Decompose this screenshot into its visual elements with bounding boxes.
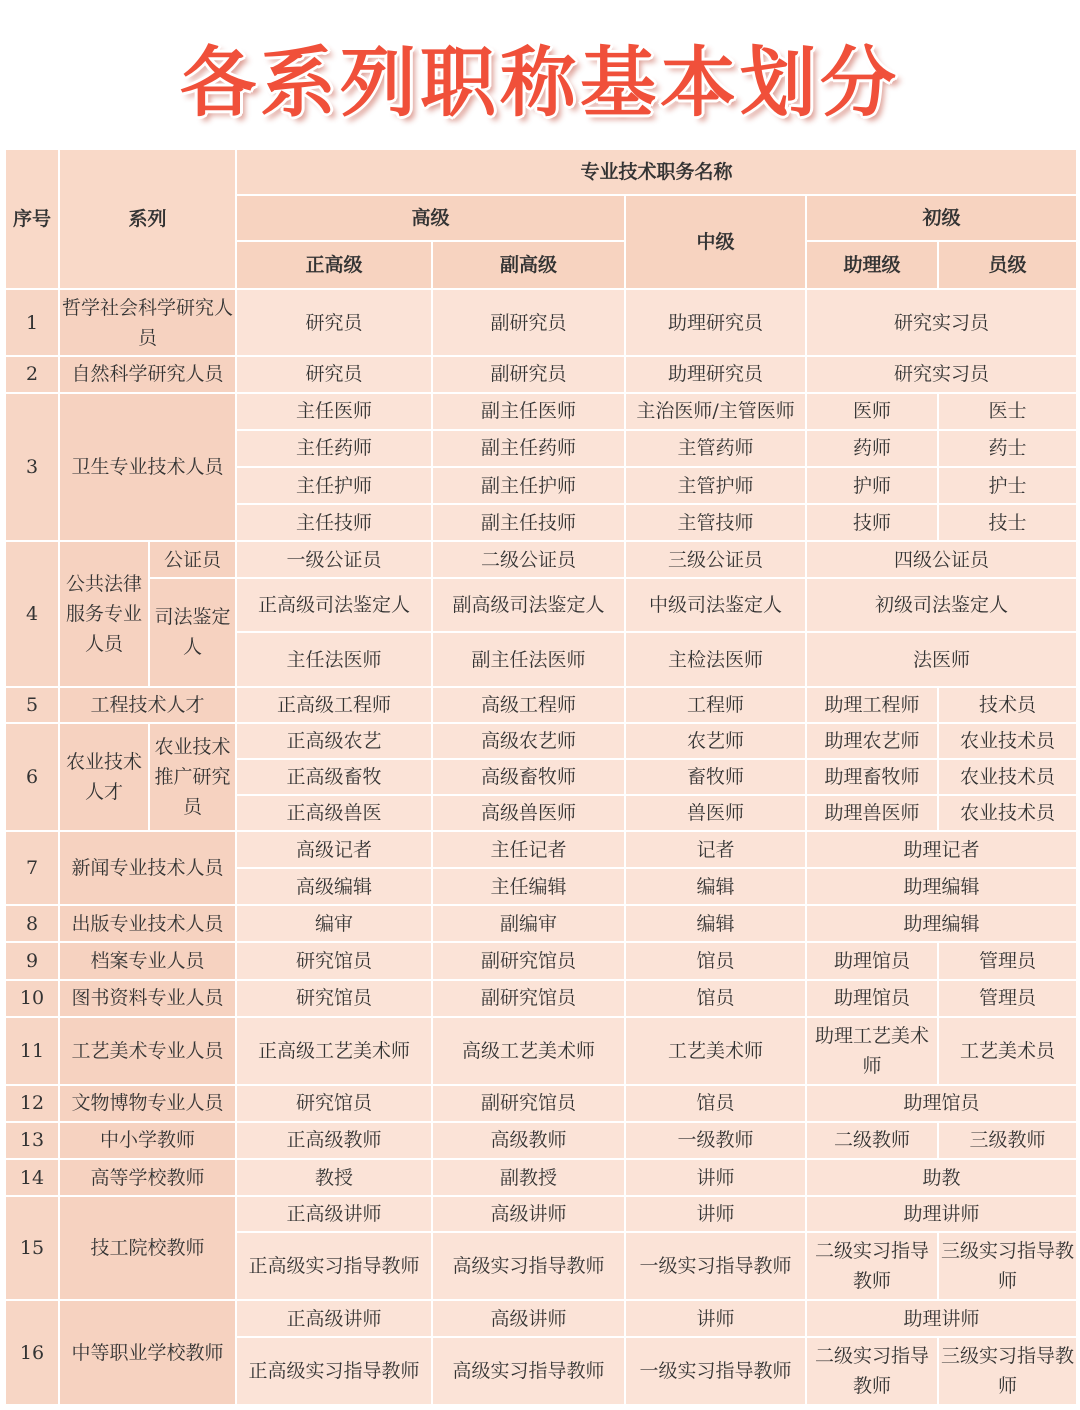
table-cell: 三级公证员 [625,541,806,578]
header-intermediate: 中级 [625,195,806,289]
table-cell: 助理兽医师 [806,795,938,831]
table-cell: 高级实习指导教师 [432,1337,625,1405]
table-cell: 药士 [938,430,1077,467]
series-name: 工程技术人才 [59,687,236,723]
series-name: 图书资料专业人员 [59,980,236,1017]
table-cell: 研究馆员 [236,1085,432,1122]
series-name: 出版专业技术人员 [59,905,236,942]
table-cell: 正高级工程师 [236,687,432,723]
table-cell: 助理工艺美术师 [806,1017,938,1085]
row-number: 2 [5,356,59,393]
table-cell: 讲师 [625,1159,806,1196]
table-cell: 副教授 [432,1159,625,1196]
table-cell: 技术员 [938,687,1077,723]
table-cell: 高级编辑 [236,868,432,905]
table-cell: 馆员 [625,942,806,979]
table-cell: 助理讲师 [806,1300,1077,1336]
table-cell: 副研究馆员 [432,1085,625,1122]
table-cell: 副研究馆员 [432,942,625,979]
table-cell: 三级教师 [938,1122,1077,1159]
table-cell: 高级实习指导教师 [432,1232,625,1300]
row-number: 12 [5,1085,59,1122]
header-full-senior: 正高级 [236,241,432,289]
header-series: 系列 [59,149,236,289]
table-cell: 主检法医师 [625,632,806,686]
table-cell: 高级讲师 [432,1300,625,1336]
table-cell: 护士 [938,467,1077,504]
sub-series-name: 公证员 [149,541,236,578]
table-cell: 高级记者 [236,831,432,868]
table-cell: 记者 [625,831,806,868]
header-deputy-senior: 副高级 [432,241,625,289]
table-cell: 工艺美术师 [625,1017,806,1085]
table-cell: 正高级司法鉴定人 [236,578,432,632]
table-cell: 高级讲师 [432,1196,625,1232]
table-cell: 研究员 [236,289,432,355]
table-cell: 助理研究员 [625,289,806,355]
row-number: 10 [5,980,59,1017]
table-cell: 助教 [806,1159,1077,1196]
row-number: 7 [5,831,59,905]
table-cell: 助理畜牧师 [806,759,938,795]
series-name: 中等职业学校教师 [59,1300,236,1405]
table-cell: 助理农艺师 [806,723,938,759]
table-cell: 一级实习指导教师 [625,1337,806,1405]
table-cell: 中级司法鉴定人 [625,578,806,632]
table-cell: 三级实习指导教师 [938,1232,1077,1300]
table-cell: 工艺美术员 [938,1017,1077,1085]
table-cell: 助理编辑 [806,868,1077,905]
sub-series-name: 农业技术推广研究员 [149,723,236,831]
table-cell: 农业技术员 [938,759,1077,795]
table-cell: 农业技术员 [938,795,1077,831]
table-cell: 护师 [806,467,938,504]
table-cell: 正高级工艺美术师 [236,1017,432,1085]
table-cell: 高级农艺师 [432,723,625,759]
series-name: 农业技术人才 [59,723,149,831]
table-cell: 技士 [938,504,1077,541]
table-cell: 主治医师/主管医师 [625,393,806,430]
row-number: 3 [5,393,59,541]
table-cell: 助理工程师 [806,687,938,723]
series-name: 中小学教师 [59,1122,236,1159]
table-cell: 主任法医师 [236,632,432,686]
table-cell: 副研究馆员 [432,980,625,1017]
table-cell: 正高级畜牧 [236,759,432,795]
table-cell: 副编审 [432,905,625,942]
table-cell: 二级公证员 [432,541,625,578]
table-cell: 主任医师 [236,393,432,430]
table-cell: 副研究员 [432,356,625,393]
table-cell: 编审 [236,905,432,942]
table-cell: 研究馆员 [236,942,432,979]
table-cell: 工程师 [625,687,806,723]
table-cell: 编辑 [625,868,806,905]
table-cell: 研究员 [236,356,432,393]
series-name: 文物博物专业人员 [59,1085,236,1122]
header-staff: 员级 [938,241,1077,289]
table-cell: 正高级实习指导教师 [236,1232,432,1300]
series-name: 工艺美术专业人员 [59,1017,236,1085]
table-cell: 编辑 [625,905,806,942]
table-cell: 正高级教师 [236,1122,432,1159]
table-cell: 高级工程师 [432,687,625,723]
table-cell: 主任记者 [432,831,625,868]
table-cell: 助理馆员 [806,942,938,979]
table-cell: 讲师 [625,1300,806,1336]
table-cell: 二级实习指导教师 [806,1232,938,1300]
table-cell: 助理研究员 [625,356,806,393]
table-cell: 兽医师 [625,795,806,831]
table-cell: 高级兽医师 [432,795,625,831]
table-cell: 讲师 [625,1196,806,1232]
table-cell: 初级司法鉴定人 [806,578,1077,632]
series-name: 公共法律服务专业人员 [59,541,149,686]
table-cell: 高级畜牧师 [432,759,625,795]
row-number: 5 [5,687,59,723]
table-cell: 正高级兽医 [236,795,432,831]
series-name: 哲学社会科学研究人员 [59,289,236,355]
table-cell: 教授 [236,1159,432,1196]
series-name: 档案专业人员 [59,942,236,979]
title-table [4,148,1078,1406]
sub-series-name: 司法鉴定人 [149,578,236,686]
table-cell: 副主任技师 [432,504,625,541]
header-assistant: 助理级 [806,241,938,289]
header-seq: 序号 [5,149,59,289]
table-cell: 副主任护师 [432,467,625,504]
table-cell: 馆员 [625,980,806,1017]
table-cell: 馆员 [625,1085,806,1122]
header-senior: 高级 [236,195,625,241]
row-number: 14 [5,1159,59,1196]
table-cell: 副主任法医师 [432,632,625,686]
table-cell: 主管药师 [625,430,806,467]
table-cell: 高级教师 [432,1122,625,1159]
table-cell: 二级实习指导教师 [806,1337,938,1405]
table-cell: 法医师 [806,632,1077,686]
table-cell: 四级公证员 [806,541,1077,578]
table-cell: 正高级讲师 [236,1300,432,1336]
row-number: 13 [5,1122,59,1159]
table-cell: 助理记者 [806,831,1077,868]
row-number: 15 [5,1196,59,1300]
table-cell: 高级工艺美术师 [432,1017,625,1085]
table-cell: 研究实习员 [806,289,1077,355]
table-cell: 三级实习指导教师 [938,1337,1077,1405]
series-name: 高等学校教师 [59,1159,236,1196]
table-cell: 畜牧师 [625,759,806,795]
table-cell: 助理编辑 [806,905,1077,942]
table-cell: 助理讲师 [806,1196,1077,1232]
title-banner [0,0,1080,148]
table-cell: 技师 [806,504,938,541]
table-cell: 管理员 [938,980,1077,1017]
table-cell: 主任药师 [236,430,432,467]
series-name: 新闻专业技术人员 [59,831,236,905]
table-cell: 助理馆员 [806,1085,1077,1122]
table-cell: 研究实习员 [806,356,1077,393]
row-number: 1 [5,289,59,355]
row-number: 4 [5,541,59,686]
table-cell: 农业技术员 [938,723,1077,759]
table-cell: 主任护师 [236,467,432,504]
series-name: 自然科学研究人员 [59,356,236,393]
header-junior: 初级 [806,195,1077,241]
table-cell: 正高级实习指导教师 [236,1337,432,1405]
row-number: 9 [5,942,59,979]
table-cell: 正高级农艺 [236,723,432,759]
row-number: 16 [5,1300,59,1405]
series-name: 技工院校教师 [59,1196,236,1300]
series-name: 卫生专业技术人员 [59,393,236,541]
table-cell: 医师 [806,393,938,430]
table-cell: 研究馆员 [236,980,432,1017]
row-number: 8 [5,905,59,942]
table-cell: 主任技师 [236,504,432,541]
table-cell: 副高级司法鉴定人 [432,578,625,632]
table-cell: 主管技师 [625,504,806,541]
table-cell: 主管护师 [625,467,806,504]
table-cell: 主任编辑 [432,868,625,905]
table-cell: 一级教师 [625,1122,806,1159]
row-number: 6 [5,723,59,831]
table-cell: 药师 [806,430,938,467]
table-cell: 一级实习指导教师 [625,1232,806,1300]
table-cell: 二级教师 [806,1122,938,1159]
table-cell: 正高级讲师 [236,1196,432,1232]
table-cell: 医士 [938,393,1077,430]
header-prof-title: 专业技术职务名称 [236,149,1077,195]
table-cell: 管理员 [938,942,1077,979]
table-cell: 副研究员 [432,289,625,355]
table-cell: 副主任药师 [432,430,625,467]
table-cell: 农艺师 [625,723,806,759]
table-cell: 副主任医师 [432,393,625,430]
row-number: 11 [5,1017,59,1085]
table-cell: 一级公证员 [236,541,432,578]
page-title: 各系列职称基本划分 [180,38,900,127]
table-cell: 助理馆员 [806,980,938,1017]
